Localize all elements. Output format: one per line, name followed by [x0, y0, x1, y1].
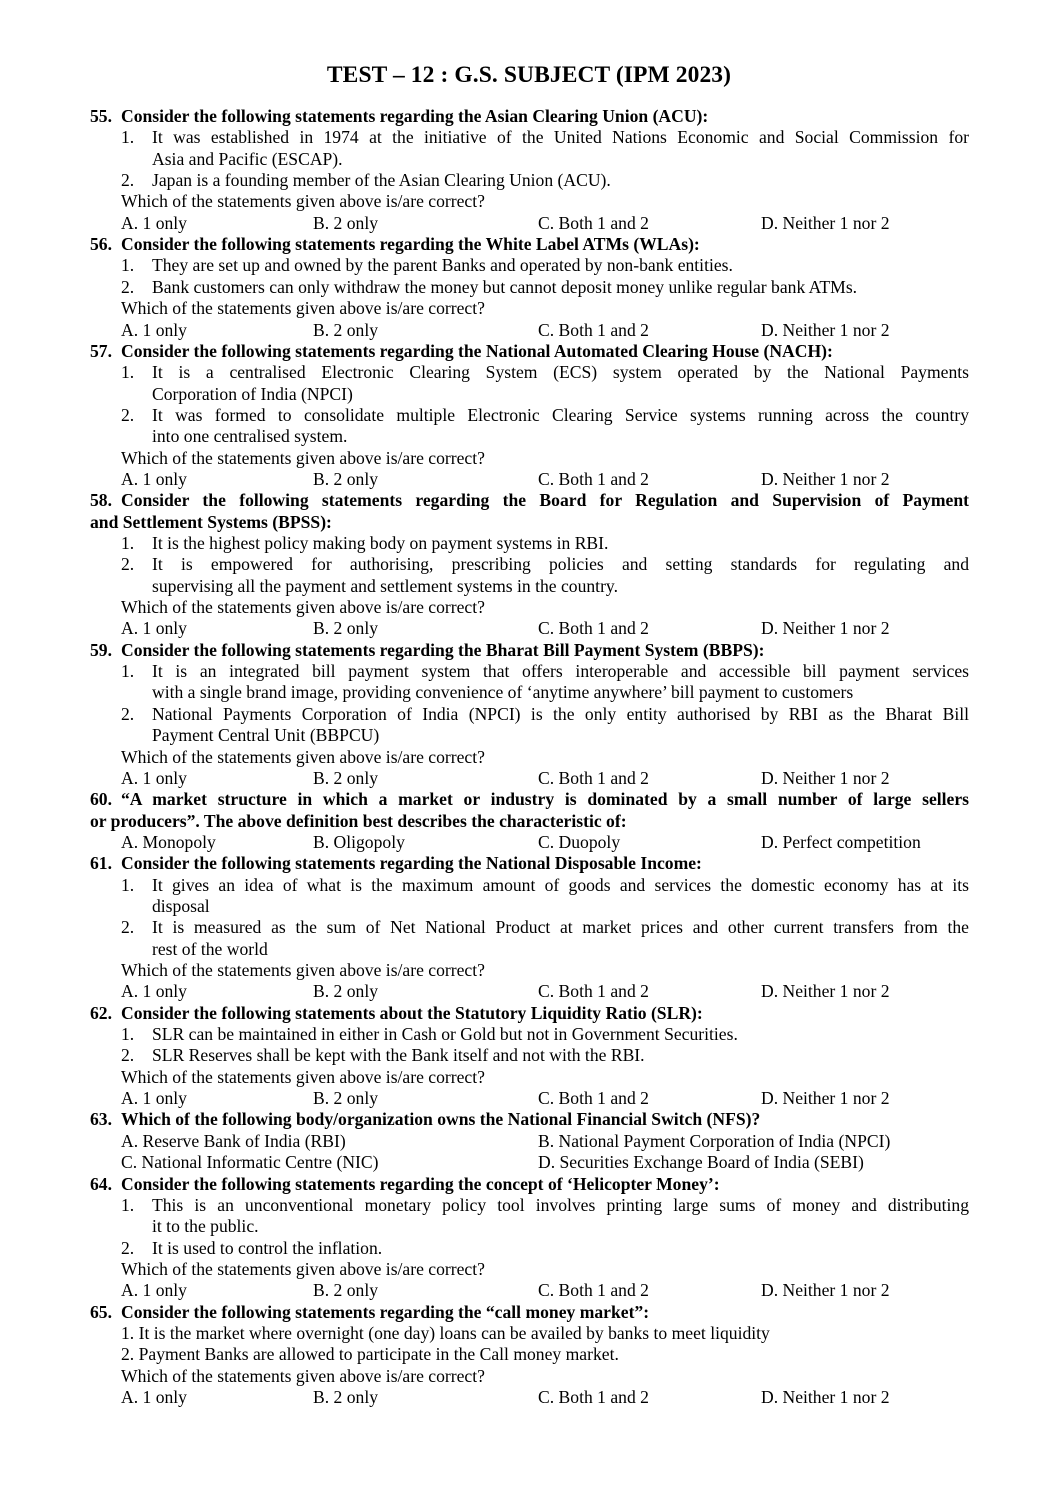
- statement-text: it to the public.: [152, 1216, 259, 1237]
- answer-option: C. Both 1 and 2: [538, 468, 649, 489]
- statement-number: 2.: [121, 554, 135, 575]
- statement-text: It gives an idea of what is the maximum amount of goods and services the domestic economy has at its: [152, 874, 969, 895]
- statement-text: Corporation of India (NPCI): [152, 383, 353, 404]
- statement-number: 1.: [121, 255, 135, 276]
- answer-option: A. 1 only: [121, 1387, 187, 1407]
- answer-option: A. 1 only: [121, 212, 187, 233]
- question-stem: Consider the following statements regarding the White Label ATMs (WLAs):: [121, 234, 700, 255]
- statement-text: SLR Reserves shall be kept with the Bank itself and not with the RBI.: [152, 1045, 645, 1066]
- question-stem: Which of the following body/organization owns the National Financial Switch (NFS)?: [121, 1109, 761, 1130]
- answer-option: A. 1 only: [121, 468, 187, 489]
- answer-option: C. Duopoly: [538, 831, 621, 852]
- answer-option: B. 2 only: [313, 212, 379, 233]
- question-stem: Consider the following statements regarding the Board for Regulation and Supervision of Payment: [121, 490, 969, 511]
- statement-text: Payment Central Unit (BBPCU): [152, 725, 380, 746]
- answer-option: A. 1 only: [121, 767, 187, 788]
- question-number: 61.: [90, 853, 112, 874]
- answer-option: A. 1 only: [121, 981, 187, 1002]
- statement-text: It was formed to consolidate multiple Electronic Clearing Service systems running across the country: [152, 404, 969, 425]
- answer-option: D. Neither 1 nor 2: [761, 1280, 890, 1301]
- question-prompt: Which of the statements given above is/are correct?: [121, 960, 485, 980]
- answer-option: C. Both 1 and 2: [538, 618, 649, 639]
- statement-number: 1.: [121, 362, 135, 383]
- answer-option: D. Neither 1 nor 2: [761, 981, 890, 1002]
- answer-option: B. 2 only: [313, 767, 379, 788]
- statement-text: It is empowered for authorising, prescribing policies and setting standards for regulating and: [152, 554, 969, 575]
- statement-number: 1.: [121, 127, 135, 148]
- question-prompt: Which of the statements given above is/are correct?: [121, 191, 485, 212]
- question-prompt: Which of the statements given above is/are correct?: [121, 1066, 485, 1087]
- statement-text: It is the highest policy making body on payment systems in RBI.: [152, 533, 609, 553]
- answer-option: A. 1 only: [121, 1088, 187, 1109]
- answer-option: A. 1 only: [121, 618, 187, 639]
- question-prompt: Which of the statements given above is/are correct?: [121, 447, 485, 468]
- question-prompt: Which of the statements given above is/are correct?: [121, 1258, 485, 1279]
- answer-option: B. 2 only: [313, 618, 379, 639]
- question-prompt: Which of the statements given above is/are correct?: [121, 1365, 485, 1386]
- statement-text: Asia and Pacific (ESCAP).: [152, 148, 343, 169]
- answer-option: C. National Informatic Centre (NIC): [121, 1152, 379, 1173]
- statement-number: 1.: [121, 661, 135, 682]
- answer-option: B. 2 only: [313, 319, 379, 340]
- answer-option: C. Both 1 and 2: [538, 1387, 649, 1407]
- statement-number: 1.: [121, 874, 135, 895]
- statement-number: 2.: [121, 1237, 135, 1258]
- statement-text: It is measured as the sum of Net National Product at market prices and other current transfers from the: [152, 917, 969, 938]
- question-number: 60.: [90, 789, 112, 810]
- answer-option: B. Oligopoly: [313, 831, 405, 852]
- answer-option: B. 2 only: [313, 1088, 379, 1109]
- answer-option: C. Both 1 and 2: [538, 212, 649, 233]
- answer-option: B. 2 only: [313, 981, 379, 1002]
- statement-text: It is a centralised Electronic Clearing System (ECS) system operated by the National Payments: [152, 362, 969, 383]
- question-number: 57.: [90, 340, 112, 361]
- question-stem: Consider the following statements regarding the “call money market”:: [121, 1301, 650, 1322]
- statement-number: 2.: [121, 404, 135, 425]
- statement-number: 1.: [121, 533, 135, 553]
- question-prompt: Which of the statements given above is/are correct?: [121, 746, 485, 767]
- question-stem: Consider the following statements regarding the Bharat Bill Payment System (BBPS):: [121, 639, 765, 660]
- question-stem-continued: or producers”. The above definition best describes the characteristic of:: [90, 810, 627, 831]
- answer-option: C. Both 1 and 2: [538, 1088, 649, 1109]
- question-stem: Consider the following statements regarding the Asian Clearing Union (ACU):: [121, 106, 709, 126]
- answer-option: A. 1 only: [121, 319, 187, 340]
- answer-option: B. 2 only: [313, 1387, 379, 1407]
- answer-option: A. Monopoly: [121, 831, 216, 852]
- answer-option: B. 2 only: [313, 468, 379, 489]
- statement-number: 2.: [121, 276, 135, 297]
- answer-option: C. Both 1 and 2: [538, 981, 649, 1002]
- question-stem: Consider the following statements regarding the National Automated Clearing House (NACH):: [121, 340, 833, 361]
- question-stem: Consider the following statements about the Statutory Liquidity Ratio (SLR):: [121, 1002, 703, 1023]
- answer-option: D. Neither 1 nor 2: [761, 618, 890, 639]
- statement-number: 2.: [121, 1045, 135, 1066]
- question-number: 64.: [90, 1173, 112, 1194]
- question-number: 58.: [90, 490, 112, 511]
- question-number: 55.: [90, 106, 112, 126]
- answer-option: D. Perfect competition: [761, 831, 921, 852]
- statement-number: 2.: [121, 170, 135, 191]
- answer-option: B. 2 only: [313, 1280, 379, 1301]
- statement-number: 1.: [121, 1194, 135, 1215]
- statement-text: disposal: [152, 895, 210, 916]
- statement-text: 2. Payment Banks are allowed to participate in the Call money market.: [121, 1344, 619, 1365]
- statement-text: rest of the world: [152, 938, 268, 959]
- answer-option: D. Neither 1 nor 2: [761, 319, 890, 340]
- statement-text: Bank customers can only withdraw the money but cannot deposit money unlike regular bank ATMs.: [152, 276, 858, 297]
- statement-text: It is an integrated bill payment system that offers interoperable and accessible bill payment services: [152, 661, 969, 682]
- answer-option: A. Reserve Bank of India (RBI): [121, 1130, 346, 1151]
- statement-number: 2.: [121, 917, 135, 938]
- question-number: 59.: [90, 639, 112, 660]
- answer-option: C. Both 1 and 2: [538, 1280, 649, 1301]
- answer-option: C. Both 1 and 2: [538, 767, 649, 788]
- question-number: 63.: [90, 1109, 112, 1130]
- question-stem: “A market structure in which a market or industry is dominated by a small number of large sellers: [121, 789, 969, 810]
- question-stem: Consider the following statements regarding the National Disposable Income:: [121, 853, 702, 874]
- answer-option: B. National Payment Corporation of India (NPCI): [538, 1130, 891, 1151]
- statement-number: 1.: [121, 1024, 135, 1045]
- answer-option: D. Securities Exchange Board of India (SEBI): [538, 1152, 864, 1173]
- statement-text: with a single brand image, providing convenience of ‘anytime anywhere’ bill payment to customers: [152, 682, 854, 703]
- answer-option: D. Neither 1 nor 2: [761, 212, 890, 233]
- statement-text: SLR can be maintained in either in Cash or Gold but not in Government Securities.: [152, 1024, 738, 1045]
- answer-option: D. Neither 1 nor 2: [761, 1088, 890, 1109]
- answer-option: D. Neither 1 nor 2: [761, 468, 890, 489]
- statement-text: It is used to control the inflation.: [152, 1237, 383, 1258]
- statement-text: It was established in 1974 at the initiative of the United Nations Economic and Social Commission for: [152, 127, 969, 148]
- question-number: 62.: [90, 1002, 112, 1023]
- statement-text: This is an unconventional monetary policy tool involves printing large sums of money and distributing: [152, 1194, 969, 1215]
- statement-text: Japan is a founding member of the Asian Clearing Union (ACU).: [152, 170, 611, 191]
- question-prompt: Which of the statements given above is/are correct?: [121, 298, 485, 319]
- answer-option: A. 1 only: [121, 1280, 187, 1301]
- statement-text: supervising all the payment and settlement systems in the country.: [152, 575, 618, 596]
- answer-option: C. Both 1 and 2: [538, 319, 649, 340]
- question-stem-continued: and Settlement Systems (BPSS):: [90, 511, 332, 532]
- answer-option: D. Neither 1 nor 2: [761, 767, 890, 788]
- statement-number: 2.: [121, 703, 135, 724]
- statement-text: National Payments Corporation of India (NPCI) is the only entity authorised by RBI as the Bharat Bill: [152, 703, 969, 724]
- answer-option: D. Neither 1 nor 2: [761, 1387, 890, 1407]
- page-title: TEST – 12 : G.S. SUBJECT (IPM 2023): [326, 62, 732, 88]
- statement-text: into one centralised system.: [152, 426, 348, 447]
- statement-text: They are set up and owned by the parent Banks and operated by non-bank entities.: [152, 255, 733, 276]
- question-prompt: Which of the statements given above is/are correct?: [121, 597, 485, 618]
- question-stem: Consider the following statements regarding the concept of ‘Helicopter Money’:: [121, 1173, 720, 1194]
- statement-text: 1. It is the market where overnight (one day) loans can be availed by banks to meet liquidity: [121, 1322, 770, 1343]
- question-number: 65.: [90, 1301, 112, 1322]
- question-number: 56.: [90, 234, 112, 255]
